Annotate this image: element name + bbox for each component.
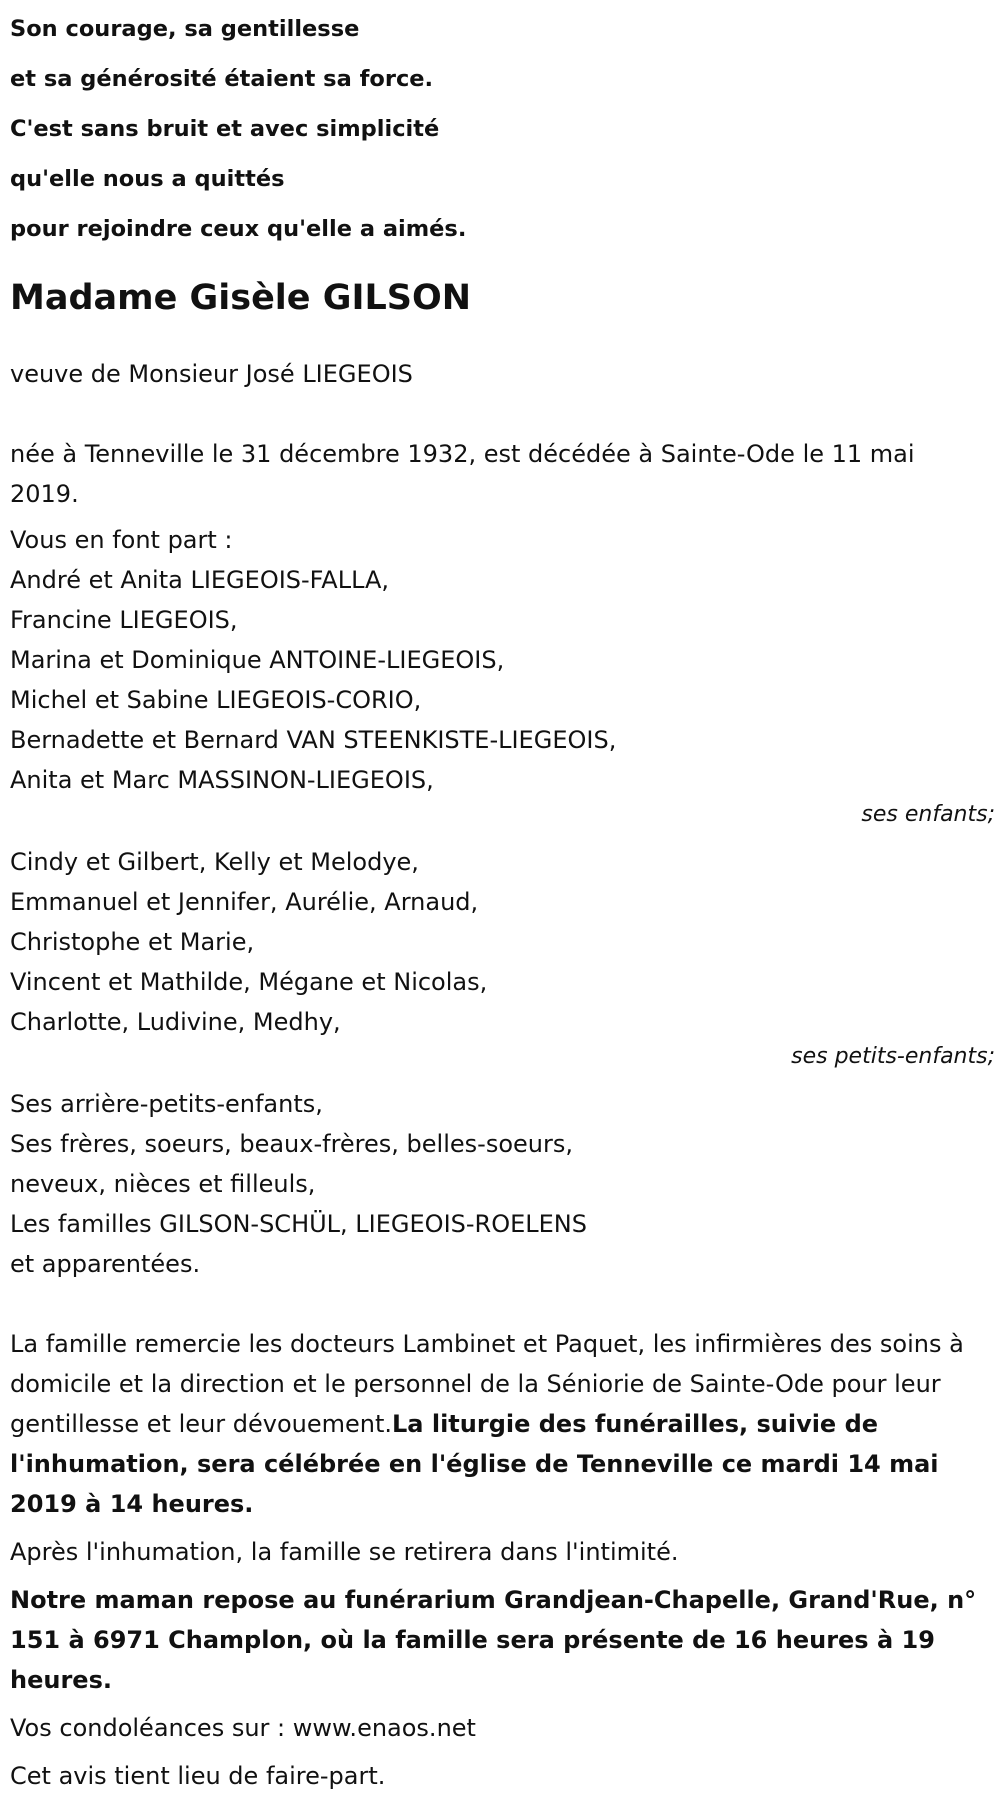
verse-line: Son courage, sa gentillesse <box>10 16 360 42</box>
verse-line: et sa générosité étaient sa force. <box>10 66 434 92</box>
condolences-line: Vos condoléances sur : www.enaos.net <box>10 1714 476 1742</box>
children-role: ses enfants; <box>861 802 995 827</box>
list-item: Cindy et Gilbert, Kelly et Melodye, <box>10 848 419 876</box>
list-item: Michel et Sabine LIEGEOIS-CORIO, <box>10 686 422 714</box>
verse-line: pour rejoindre ceux qu'elle a aimés. <box>10 216 467 242</box>
list-item: Emmanuel et Jennifer, Aurélie, Arnaud, <box>10 888 479 916</box>
list-item: Ses frères, soeurs, beaux-frères, belles-soeurs, <box>10 1130 573 1158</box>
obituary-page <box>0 4 1000 1804</box>
spouse-line: veuve de Monsieur José LIEGEOIS <box>10 360 413 388</box>
announce-line: Vous en font part : <box>10 526 233 554</box>
after-burial-line: Après l'inhumation, la famille se retirera dans l'intimité. <box>10 1538 679 1566</box>
thanks-paragraph <box>10 1324 990 1524</box>
list-item: neveux, nièces et filleuls, <box>10 1170 316 1198</box>
grandchildren-role: ses petits-enfants; <box>791 1044 995 1069</box>
list-item: Marina et Dominique ANTOINE-LIEGEOIS, <box>10 646 505 674</box>
list-item: Ses arrière-petits-enfants, <box>10 1090 323 1118</box>
list-item: Francine LIEGEOIS, <box>10 606 238 634</box>
list-item: Les familles GILSON-SCHÜL, LIEGEOIS-ROELENS <box>10 1210 587 1238</box>
list-item: Vincent et Mathilde, Mégane et Nicolas, <box>10 968 488 996</box>
funeral-home-paragraph: Notre maman repose au funérarium Grandjean-Chapelle, Grand'Rue, n° 151 à 6971 Champlon, où la famille sera présente de 16 heures à 19 heures. <box>10 1586 977 1694</box>
others-list <box>10 1084 990 1284</box>
list-item: Christophe et Marie, <box>10 928 255 956</box>
list-item: Anita et Marc MASSINON-LIEGEOIS, <box>10 766 434 794</box>
opening-verse <box>10 4 990 254</box>
list-item: André et Anita LIEGEOIS-FALLA, <box>10 566 390 594</box>
verse-line: qu'elle nous a quittés <box>10 166 285 192</box>
verse-line: C'est sans bruit et avec simplicité <box>10 116 440 142</box>
list-item: et apparentées. <box>10 1250 201 1278</box>
children-list <box>10 560 990 800</box>
list-item: Bernadette et Bernard VAN STEENKISTE-LIEGEOIS, <box>10 726 617 754</box>
grandchildren-list <box>10 842 990 1042</box>
birth-death-line: née à Tenneville le 31 décembre 1932, est décédée à Sainte-Ode le 11 mai 2019. <box>10 440 915 508</box>
list-item: Charlotte, Ludivine, Medhy, <box>10 1008 341 1036</box>
thanks-text: La famille remercie les docteurs Lambinet et Paquet, les infirmières des soins à domicile et la direction et le personnel de la Séniorie de Sainte-Ode pour leur gentillesse et leur dévouement. <box>10 1330 964 1438</box>
notice-line: Cet avis tient lieu de faire-part. <box>10 1762 386 1790</box>
deceased-name: Madame Gisèle GILSON <box>10 278 472 318</box>
funeral-text: La liturgie des funérailles, suivie de l'inhumation, sera célébrée en l'église de Tenneville ce mardi 14 mai 2019 à 14 heures. <box>10 1410 939 1518</box>
